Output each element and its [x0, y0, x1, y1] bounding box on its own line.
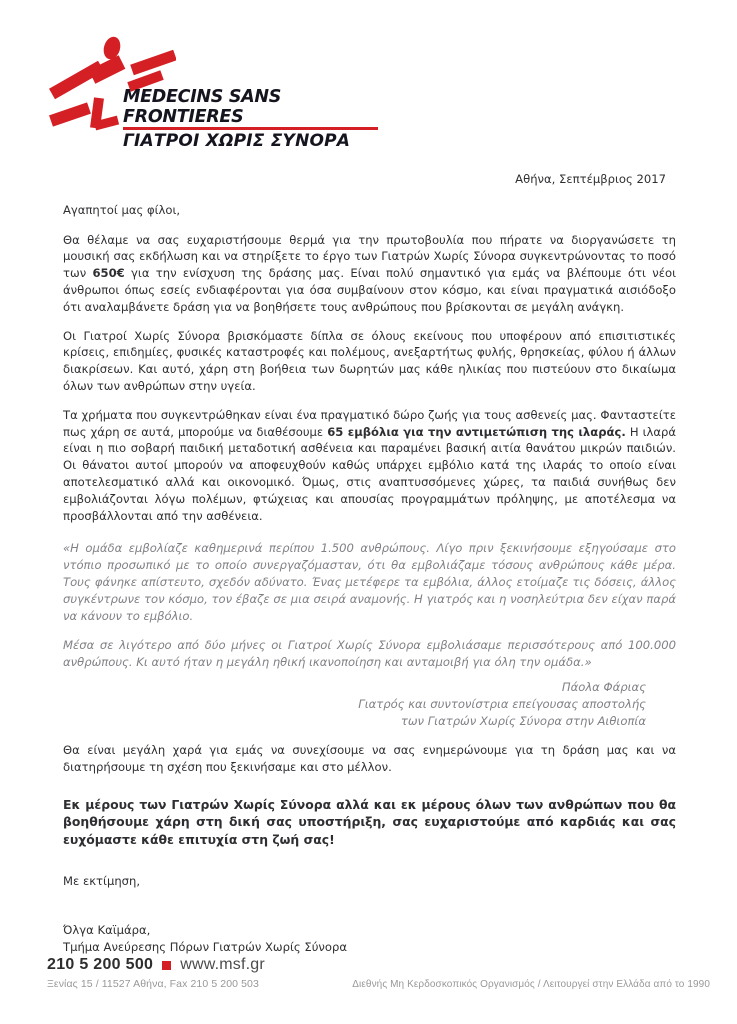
paragraph-future: Θα είναι μεγάλη χαρά για εμάς να συνεχίσουμε να σας ενημερώνουμε για τη δράση μας και να διατηρήσουμε τη σχέση που ξεκινήσαμε και στο μέλλον. — [63, 743, 676, 775]
paragraph-funds-text-after: Η ιλαρά είναι η πιο σοβαρή παιδική μεταδοτική ασθένεια και παραμένει βασική αιτία θανάτου μικρών παιδιών. Οι θάνατοι αυτοί μπορούν να αποφευχθούν καθώς υπάρχει εμβόλιο κατά της ιλαράς το οποίο είναι αποτελεσματικό αλλά και οικονομικό. Όμως, στις αναπτυσσόμενες χώρες, τα παιδιά συνήθως δεν εμβολιάζονται λόγω πολέμων, φτώχειας και απουσίας προγραμμάτων πρόληψης, με αποτέλεσμα να προσβάλλονται από την ασθένεια. — [63, 424, 676, 523]
phone-number: 210 5 200 500 — [47, 956, 154, 973]
red-square-icon — [162, 961, 171, 970]
letter-date: Αθήνα, Σεπτέμβριος 2017 — [515, 172, 666, 186]
quote-paragraph-2: Μέσα σε λιγότερο από δύο μήνες οι Γιατροί Χωρίς Σύνορα εμβολιάσαμε περισσότερους από 100.000 ανθρώπους. Κι αυτό ήταν η μεγάλη ηθική ικανοποίηση και ανταμοιβή για όλη την ομάδα.» — [63, 638, 676, 670]
logo-wordmark — [123, 87, 378, 152]
org-info: Διεθνής Μη Κερδοσκοπικός Οργανισμός / Λειτουργεί στην Ελλάδα από το 1990 — [352, 979, 710, 990]
vaccines-highlight: 65 εμβόλια για την αντιμετώπιση της ιλαράς. — [327, 424, 626, 439]
quote-paragraph-1: «Η ομάδα εμβολίαζε καθημερινά περίπου 1.500 ανθρώπους. Λίγο πριν ξεκινήσουμε εξηγούσαμε στο ντόπιο προσωπικό με το οποίο συνεργαζόμασταν, ότι θα εμβολιάζαμε τόσους ανθρώπους κάθε μέρα. Τους φάνηκε απίστευτο, σχεδόν αδύνατο. Ένας μετέφερε τα εμβόλια, άλλος ετοίμαζε τις δόσεις, άλλος συγκέντρωνε τον κόσμο, τον έβαζε σε μια σειρά αναμονής. Η γιατρός και η νοσηλεύτρια δεν είχαν παρά να κάνουν το εμβόλιο. — [63, 541, 676, 623]
paragraph-gratitude: Εκ μέρους των Γιατρών Χωρίς Σύνορα αλλά και εκ μέρους όλων των ανθρώπων που θα βοηθήσουμε χάρη στη δική σας υποστήριξη, σας ευχαριστούμε από καρδιάς και σας ευχόμαστε κάθε επιτυχία στη ζωή σας! — [63, 796, 676, 847]
footer-sub-row — [47, 978, 710, 990]
signature-name: Όλγα Καϊμάρα, — [63, 922, 151, 937]
msf-logo — [48, 34, 378, 151]
attribution-name: Πάολα Φάριας — [561, 679, 646, 694]
footer-contact-row — [47, 956, 710, 974]
paragraph-funds-text: Τα χρήματα που συγκεντρώθηκαν είναι ένα πραγματικό δώρο ζωής για τους ασθενείς μας. Φανταστείτε πως χάρη σε αυτά, μπορούμε να διαθέσουμε — [63, 407, 676, 439]
letter-greeting: Αγαπητοί μας φίλοι, — [63, 202, 181, 217]
paragraph-funds-impact — [63, 407, 676, 525]
paragraph-thanks-text: Θα θέλαμε να σας ευχαριστήσουμε θερμά για την πρωτοβουλία που πήρατε να διοργανώσετε τη μουσική σας εκδήλωση και να στηρίξετε το έργο των Γιατρών Χωρίς Σύνορα συγκεντρώνοντας το ποσό των — [63, 232, 676, 281]
signature-department: Τμήμα Ανεύρεσης Πόρων Γιατρών Χωρίς Σύνορα — [63, 939, 348, 954]
paragraph-mission: Οι Γιατροί Χωρίς Σύνορα βρισκόμαστε δίπλα σε όλους εκείνους που υποφέρουν από επισιτιστικές κρίσεις, επιδημίες, φυσικές καταστροφές και πολέμους, ανεξαρτήτως φυλής, θρησκείας, φύλου ή άλλων διακρίσεων. Και αυτό, χάρη στη βοήθεια των δωρητών μας κάθε ηλικίας που πιστεύουν στο δικαίωμα όλων των ανθρώπων στην υγεία. — [63, 328, 676, 393]
paragraph-thanks-text-after: για την ενίσχυση της δράσης μας. Είναι πολύ σημαντικό για εμάς να βλέπουμε ότι νέοι άνθρωποι όπως εσείς ενδιαφέρονται για όσα συμβαίνουν στον κόσμο, και είναι πραγματικά αισιόδοξο ότι αναλαμβάνετε δράση για να βοηθήσετε τους ανθρώπους που βρίσκονται σε μεγάλη ανάγκη. — [63, 266, 676, 314]
quote-attribution — [63, 679, 646, 729]
closing-salutation: Με εκτίμηση, — [63, 874, 141, 889]
paragraph-thanks — [63, 232, 676, 316]
attribution-org: των Γιατρών Χωρίς Σύνορα στην Αιθιοπία — [400, 713, 646, 728]
logo-line-french: MEDECINS SANS FRONTIERES — [123, 87, 378, 130]
letterhead-footer — [47, 956, 710, 990]
logo-line-greek: ΓΙΑΤΡΟΙ ΧΩΡΙΣ ΣΥΝΟΡΑ — [123, 131, 351, 151]
letter-body — [63, 171, 676, 956]
attribution-role: Γιατρός και συντονίστρια επείγουσας αποστολής — [358, 696, 646, 711]
donation-amount: 650€ — [92, 266, 125, 281]
address-line: Ξενίας 15 / 11527 Αθήνα, Fax 210 5 200 503 — [47, 978, 259, 990]
website-url: www.msf.gr — [180, 956, 265, 973]
